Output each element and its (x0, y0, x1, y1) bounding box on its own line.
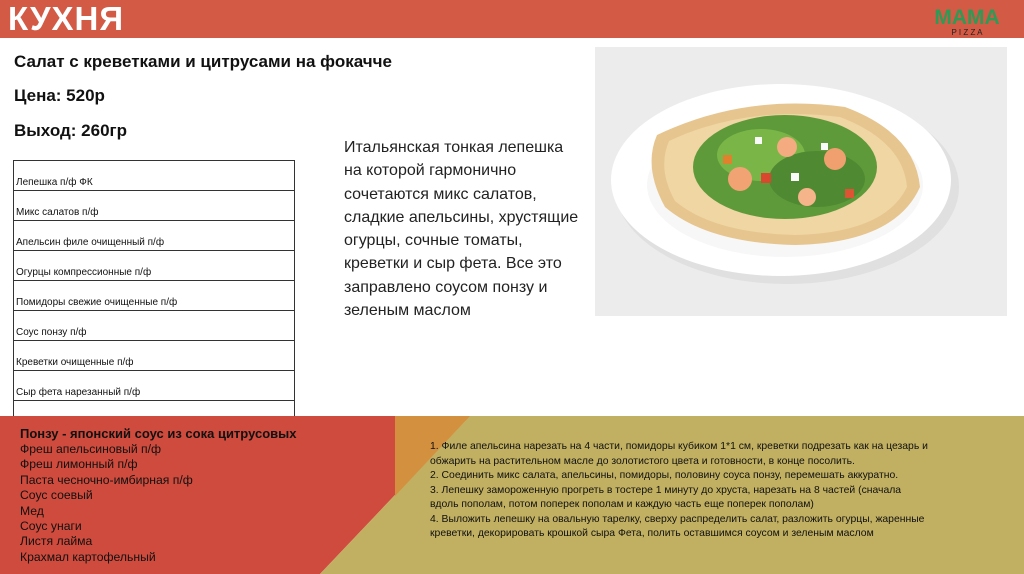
table-row (14, 251, 295, 281)
dish-description: Итальянская тонкая лепешка на которой гармонично сочетаются микс салатов, сладкие апельсины, хрустящие огурцы, сочные томаты, креветки и сыр фета. Все это заправлено соусом понзу и зеленым маслом (344, 139, 579, 320)
section-title: КУХНЯ (8, 0, 125, 37)
mama-pizza-logo (916, 4, 1018, 36)
dish-price: Цена: 520р (14, 86, 105, 105)
ingredient-cell: Сыр фета нарезанный п/ф (14, 371, 295, 401)
step-item: 1. Филе апельсина нарезать на 4 части, помидоры кубиком 1*1 см, креветки подрезать как на цезарь и обжарить на растительном масле до золотистого цвета и готовности, в конце посолить. (430, 441, 928, 467)
ingredient-cell: Микс салатов п/ф (14, 191, 295, 221)
table-row (14, 311, 295, 341)
sauce-ingredient-list (20, 442, 193, 565)
table-row (14, 191, 295, 221)
dish-photo (595, 47, 1007, 316)
preparation-steps (430, 440, 930, 542)
list-item: Соус соевый (20, 488, 93, 503)
ingredient-cell: Апельсин филе очищенный п/ф (14, 221, 295, 251)
ingredient-cell: Соус понзу п/ф (14, 311, 295, 341)
step-item: 4. Выложить лепешку на овальную тарелку, сверху распределить салат, разложить огурцы, жаренные креветки, декорировать крошкой сыра Фета, полить оставшимся соусом и зеленым маслом (430, 513, 925, 539)
list-item: Фреш апельсиновый п/ф (20, 442, 162, 456)
ingredient-cell: Креветки очищенные п/ф (14, 341, 295, 371)
list-item: Крахмал картофельный (20, 549, 156, 564)
list-item: Паста чесночно-имбирная п/ф (20, 472, 193, 487)
dish-yield: Выход: 260гр (14, 121, 127, 140)
table-row (14, 371, 295, 401)
step-item: 2. Соединить микс салата, апельсины, помидоры, половину соуса понзу, перемешать аккуратно. (430, 470, 899, 481)
dish-title: Салат с креветками и цитрусами на фокачче (14, 52, 392, 71)
table-row (14, 161, 295, 191)
table-row (14, 221, 295, 251)
list-item: Соус унаги (20, 519, 82, 534)
ingredient-cell: Огурцы компрессионные п/ф (14, 251, 295, 281)
ingredient-cell: Лепешка п/ф ФК (14, 161, 295, 191)
step-item: 3. Лепешку замороженную прогреть в тостере 1 минуту до хруста, нарезать на 8 частей (сначала вдоль пополам, потом поперек пополам и каждую часть еще поперек пополам) (430, 484, 902, 510)
list-item: Листя лайма (20, 534, 93, 549)
svg-text:P I Z Z A: P I Z Z A (951, 28, 983, 36)
table-row (14, 281, 295, 311)
header-bar (0, 0, 1024, 38)
list-item: Фреш лимонный п/ф (20, 457, 138, 472)
table-row (14, 341, 295, 371)
ingredients-table (13, 160, 295, 431)
ingredient-cell: Помидоры свежие очищенные п/ф (14, 281, 295, 311)
svg-text:MAMA: MAMA (934, 6, 1000, 29)
sauce-title: Понзу - японский соус из сока цитрусовых (20, 426, 297, 441)
list-item: Мед (20, 503, 44, 518)
